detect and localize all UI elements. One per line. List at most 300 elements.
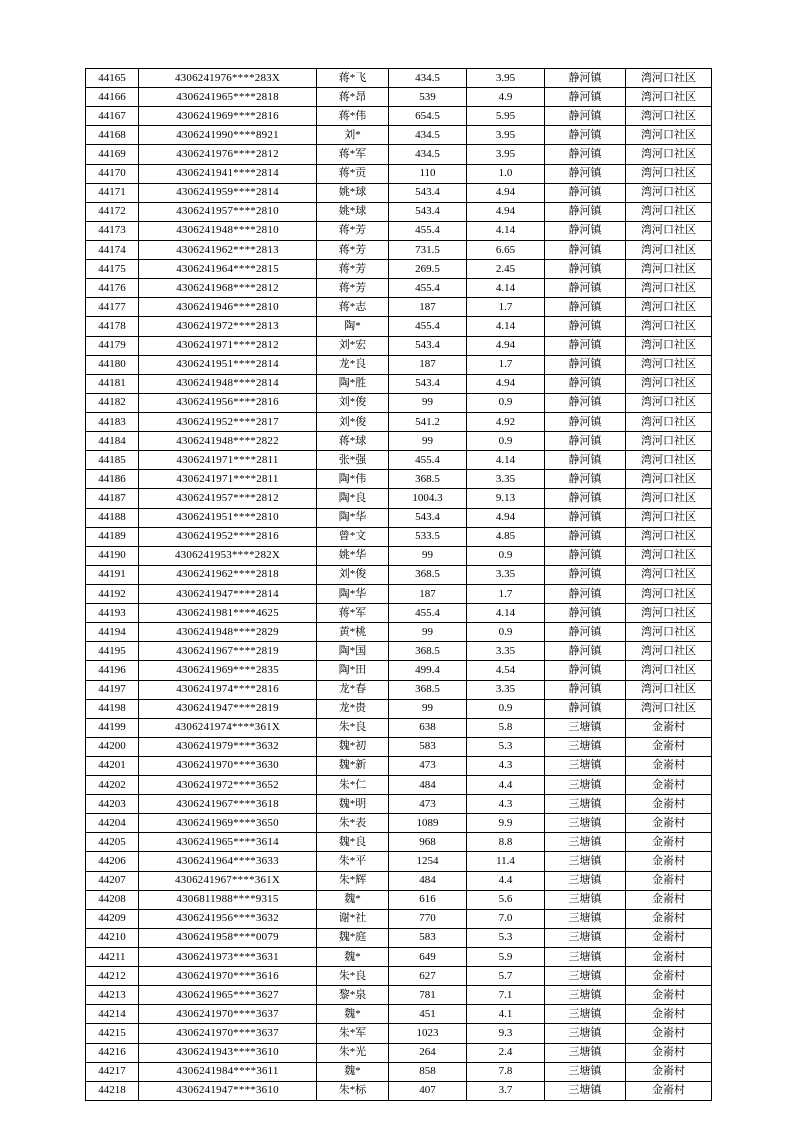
seq-cell: 44173 (86, 221, 139, 240)
amount-cell: 770 (389, 909, 467, 928)
rate-cell: 5.3 (467, 737, 545, 756)
village-cell: 湾河口社区 (626, 221, 712, 240)
town-cell: 三塘镇 (545, 948, 626, 967)
village-cell: 湾河口社区 (626, 279, 712, 298)
name-cell: 姚*球 (317, 202, 389, 221)
name-cell: 蒋*昂 (317, 88, 389, 107)
id-cell: 4306241948****2814 (139, 374, 317, 393)
table-row (86, 1081, 712, 1100)
amount-cell: 99 (389, 623, 467, 642)
table-row (86, 1043, 712, 1062)
seq-cell: 44194 (86, 623, 139, 642)
id-cell: 4306241941****2814 (139, 164, 317, 183)
seq-cell: 44200 (86, 737, 139, 756)
amount-cell: 434.5 (389, 69, 467, 88)
seq-cell: 44213 (86, 986, 139, 1005)
amount-cell: 99 (389, 393, 467, 412)
town-cell: 静河镇 (545, 221, 626, 240)
seq-cell: 44171 (86, 183, 139, 202)
rate-cell: 3.95 (467, 69, 545, 88)
seq-cell: 44178 (86, 317, 139, 336)
seq-cell: 44176 (86, 279, 139, 298)
amount-cell: 484 (389, 871, 467, 890)
amount-cell: 455.4 (389, 604, 467, 623)
village-cell: 金嵛村 (626, 833, 712, 852)
rate-cell: 4.1 (467, 1005, 545, 1024)
rate-cell: 11.4 (467, 852, 545, 871)
village-cell: 湾河口社区 (626, 699, 712, 718)
seq-cell: 44169 (86, 145, 139, 164)
id-cell: 4306241974****2816 (139, 680, 317, 699)
seq-cell: 44175 (86, 260, 139, 279)
rate-cell: 4.14 (467, 451, 545, 470)
village-cell: 湾河口社区 (626, 317, 712, 336)
town-cell: 静河镇 (545, 107, 626, 126)
rate-cell: 5.6 (467, 890, 545, 909)
name-cell: 陶*伟 (317, 470, 389, 489)
town-cell: 三塘镇 (545, 1062, 626, 1081)
amount-cell: 539 (389, 88, 467, 107)
amount-cell: 455.4 (389, 221, 467, 240)
town-cell: 静河镇 (545, 126, 626, 145)
table-row (86, 852, 712, 871)
id-cell: 4306241947****2819 (139, 699, 317, 718)
rate-cell: 3.35 (467, 565, 545, 584)
name-cell: 魏* (317, 948, 389, 967)
amount-cell: 1023 (389, 1024, 467, 1043)
seq-cell: 44217 (86, 1062, 139, 1081)
table-row (86, 240, 712, 259)
amount-cell: 731.5 (389, 240, 467, 259)
amount-cell: 264 (389, 1043, 467, 1062)
name-cell: 蒋*军 (317, 145, 389, 164)
amount-cell: 187 (389, 298, 467, 317)
rate-cell: 3.95 (467, 126, 545, 145)
id-cell: 4306241948****2829 (139, 623, 317, 642)
seq-cell: 44180 (86, 355, 139, 374)
amount-cell: 99 (389, 432, 467, 451)
village-cell: 金嵛村 (626, 1081, 712, 1100)
table-row (86, 967, 712, 986)
village-cell: 金嵛村 (626, 1062, 712, 1081)
village-cell: 湾河口社区 (626, 69, 712, 88)
seq-cell: 44168 (86, 126, 139, 145)
id-cell: 4306241984****3611 (139, 1062, 317, 1081)
table-row (86, 260, 712, 279)
table-row (86, 642, 712, 661)
id-cell: 4306241974****361X (139, 718, 317, 737)
seq-cell: 44170 (86, 164, 139, 183)
town-cell: 静河镇 (545, 584, 626, 603)
id-cell: 4306241970****3637 (139, 1005, 317, 1024)
rate-cell: 1.7 (467, 584, 545, 603)
village-cell: 湾河口社区 (626, 432, 712, 451)
amount-cell: 269.5 (389, 260, 467, 279)
table-row (86, 718, 712, 737)
id-cell: 4306241968****2812 (139, 279, 317, 298)
village-cell: 湾河口社区 (626, 642, 712, 661)
amount-cell: 543.4 (389, 183, 467, 202)
table-row (86, 298, 712, 317)
name-cell: 刘* (317, 126, 389, 145)
town-cell: 静河镇 (545, 412, 626, 431)
amount-cell: 616 (389, 890, 467, 909)
table-row (86, 565, 712, 584)
rate-cell: 0.9 (467, 699, 545, 718)
amount-cell: 473 (389, 795, 467, 814)
seq-cell: 44210 (86, 928, 139, 947)
village-cell: 湾河口社区 (626, 412, 712, 431)
town-cell: 三塘镇 (545, 718, 626, 737)
amount-cell: 781 (389, 986, 467, 1005)
name-cell: 蒋*芳 (317, 279, 389, 298)
village-cell: 湾河口社区 (626, 336, 712, 355)
amount-cell: 99 (389, 546, 467, 565)
seq-cell: 44216 (86, 1043, 139, 1062)
rate-cell: 3.35 (467, 470, 545, 489)
town-cell: 三塘镇 (545, 1081, 626, 1100)
id-cell: 4306241969****2835 (139, 661, 317, 680)
id-cell: 4306241958****0079 (139, 928, 317, 947)
town-cell: 静河镇 (545, 374, 626, 393)
town-cell: 静河镇 (545, 393, 626, 412)
table-row (86, 623, 712, 642)
id-cell: 4306241964****3633 (139, 852, 317, 871)
table-row (86, 776, 712, 795)
village-cell: 金嵛村 (626, 852, 712, 871)
name-cell: 魏*良 (317, 833, 389, 852)
rate-cell: 6.65 (467, 240, 545, 259)
table-row (86, 699, 712, 718)
town-cell: 静河镇 (545, 145, 626, 164)
amount-cell: 858 (389, 1062, 467, 1081)
name-cell: 朱*良 (317, 718, 389, 737)
town-cell: 三塘镇 (545, 852, 626, 871)
table-row (86, 69, 712, 88)
id-cell: 4306241971****2812 (139, 336, 317, 355)
seq-cell: 44191 (86, 565, 139, 584)
village-cell: 湾河口社区 (626, 260, 712, 279)
id-cell: 4306241953****282X (139, 546, 317, 565)
id-cell: 4306241967****361X (139, 871, 317, 890)
seq-cell: 44183 (86, 412, 139, 431)
village-cell: 湾河口社区 (626, 470, 712, 489)
seq-cell: 44198 (86, 699, 139, 718)
table-row (86, 374, 712, 393)
town-cell: 静河镇 (545, 642, 626, 661)
amount-cell: 543.4 (389, 374, 467, 393)
town-cell: 静河镇 (545, 260, 626, 279)
amount-cell: 187 (389, 584, 467, 603)
table-row (86, 986, 712, 1005)
village-cell: 湾河口社区 (626, 298, 712, 317)
table-row (86, 1005, 712, 1024)
rate-cell: 4.94 (467, 508, 545, 527)
village-cell: 金嵛村 (626, 986, 712, 1005)
rate-cell: 9.9 (467, 814, 545, 833)
seq-cell: 44193 (86, 604, 139, 623)
amount-cell: 455.4 (389, 279, 467, 298)
town-cell: 静河镇 (545, 604, 626, 623)
table-row (86, 948, 712, 967)
rate-cell: 9.13 (467, 489, 545, 508)
town-cell: 三塘镇 (545, 986, 626, 1005)
seq-cell: 44202 (86, 776, 139, 795)
village-cell: 湾河口社区 (626, 565, 712, 584)
id-cell: 4306241976****283X (139, 69, 317, 88)
table-row (86, 661, 712, 680)
town-cell: 三塘镇 (545, 737, 626, 756)
id-cell: 4306241972****3652 (139, 776, 317, 795)
id-cell: 4306241976****2812 (139, 145, 317, 164)
town-cell: 静河镇 (545, 432, 626, 451)
id-cell: 4306241962****2818 (139, 565, 317, 584)
table-row (86, 527, 712, 546)
village-cell: 湾河口社区 (626, 508, 712, 527)
town-cell: 静河镇 (545, 88, 626, 107)
seq-cell: 44212 (86, 967, 139, 986)
table-row (86, 928, 712, 947)
village-cell: 湾河口社区 (626, 546, 712, 565)
name-cell: 黎*泉 (317, 986, 389, 1005)
name-cell: 陶* (317, 317, 389, 336)
table-row (86, 202, 712, 221)
village-cell: 湾河口社区 (626, 374, 712, 393)
name-cell: 魏* (317, 1062, 389, 1081)
town-cell: 静河镇 (545, 527, 626, 546)
id-cell: 4306241965****2818 (139, 88, 317, 107)
id-cell: 4306241948****2822 (139, 432, 317, 451)
amount-cell: 654.5 (389, 107, 467, 126)
village-cell: 金嵛村 (626, 776, 712, 795)
id-cell: 4306241947****3610 (139, 1081, 317, 1100)
name-cell: 刘*宏 (317, 336, 389, 355)
rate-cell: 4.94 (467, 374, 545, 393)
seq-cell: 44174 (86, 240, 139, 259)
seq-cell: 44206 (86, 852, 139, 871)
village-cell: 湾河口社区 (626, 107, 712, 126)
amount-cell: 583 (389, 737, 467, 756)
amount-cell: 649 (389, 948, 467, 967)
id-cell: 4306241956****3632 (139, 909, 317, 928)
table-row (86, 126, 712, 145)
amount-cell: 541.2 (389, 412, 467, 431)
rate-cell: 4.14 (467, 604, 545, 623)
seq-cell: 44204 (86, 814, 139, 833)
name-cell: 曾*文 (317, 527, 389, 546)
town-cell: 三塘镇 (545, 967, 626, 986)
town-cell: 静河镇 (545, 489, 626, 508)
name-cell: 姚*华 (317, 546, 389, 565)
town-cell: 静河镇 (545, 661, 626, 680)
seq-cell: 44195 (86, 642, 139, 661)
village-cell: 金嵛村 (626, 814, 712, 833)
village-cell: 湾河口社区 (626, 145, 712, 164)
village-cell: 湾河口社区 (626, 680, 712, 699)
seq-cell: 44179 (86, 336, 139, 355)
town-cell: 三塘镇 (545, 1043, 626, 1062)
village-cell: 金嵛村 (626, 1024, 712, 1043)
town-cell: 三塘镇 (545, 795, 626, 814)
table-row (86, 737, 712, 756)
rate-cell: 5.3 (467, 928, 545, 947)
name-cell: 魏* (317, 1005, 389, 1024)
rate-cell: 4.94 (467, 202, 545, 221)
town-cell: 三塘镇 (545, 1024, 626, 1043)
amount-cell: 368.5 (389, 642, 467, 661)
id-cell: 4306241970****3637 (139, 1024, 317, 1043)
town-cell: 静河镇 (545, 546, 626, 565)
rate-cell: 4.3 (467, 756, 545, 775)
village-cell: 金嵛村 (626, 737, 712, 756)
table-row (86, 451, 712, 470)
table-row (86, 604, 712, 623)
table-row (86, 909, 712, 928)
id-cell: 4306241965****3614 (139, 833, 317, 852)
table-row (86, 890, 712, 909)
village-cell: 湾河口社区 (626, 240, 712, 259)
village-cell: 金嵛村 (626, 967, 712, 986)
village-cell: 湾河口社区 (626, 183, 712, 202)
name-cell: 蒋*军 (317, 604, 389, 623)
amount-cell: 451 (389, 1005, 467, 1024)
name-cell: 陶*田 (317, 661, 389, 680)
id-cell: 4306811988****9315 (139, 890, 317, 909)
village-cell: 金嵛村 (626, 871, 712, 890)
rate-cell: 4.14 (467, 279, 545, 298)
table-row (86, 508, 712, 527)
id-cell: 4306241970****3630 (139, 756, 317, 775)
seq-cell: 44205 (86, 833, 139, 852)
seq-cell: 44184 (86, 432, 139, 451)
name-cell: 陶*华 (317, 508, 389, 527)
rate-cell: 8.8 (467, 833, 545, 852)
rate-cell: 3.35 (467, 680, 545, 699)
village-cell: 金嵛村 (626, 928, 712, 947)
table-row (86, 412, 712, 431)
id-cell: 4306241962****2813 (139, 240, 317, 259)
rate-cell: 3.35 (467, 642, 545, 661)
name-cell: 刘*俊 (317, 393, 389, 412)
name-cell: 张*强 (317, 451, 389, 470)
table-row (86, 814, 712, 833)
amount-cell: 499.4 (389, 661, 467, 680)
seq-cell: 44185 (86, 451, 139, 470)
rate-cell: 7.1 (467, 986, 545, 1005)
name-cell: 蒋*飞 (317, 69, 389, 88)
rate-cell: 0.9 (467, 432, 545, 451)
name-cell: 陶*良 (317, 489, 389, 508)
seq-cell: 44197 (86, 680, 139, 699)
seq-cell: 44208 (86, 890, 139, 909)
rate-cell: 4.94 (467, 183, 545, 202)
rate-cell: 1.7 (467, 355, 545, 374)
village-cell: 湾河口社区 (626, 527, 712, 546)
id-cell: 4306241967****3618 (139, 795, 317, 814)
rate-cell: 5.8 (467, 718, 545, 737)
id-cell: 4306241951****2814 (139, 355, 317, 374)
seq-cell: 44190 (86, 546, 139, 565)
seq-cell: 44196 (86, 661, 139, 680)
rate-cell: 5.95 (467, 107, 545, 126)
village-cell: 金嵛村 (626, 1005, 712, 1024)
name-cell: 朱*表 (317, 814, 389, 833)
name-cell: 朱*平 (317, 852, 389, 871)
town-cell: 三塘镇 (545, 833, 626, 852)
name-cell: 朱*军 (317, 1024, 389, 1043)
amount-cell: 1004.3 (389, 489, 467, 508)
amount-cell: 455.4 (389, 451, 467, 470)
village-cell: 金嵛村 (626, 890, 712, 909)
amount-cell: 434.5 (389, 126, 467, 145)
name-cell: 刘*俊 (317, 412, 389, 431)
rate-cell: 5.7 (467, 967, 545, 986)
rate-cell: 4.94 (467, 336, 545, 355)
rate-cell: 4.4 (467, 871, 545, 890)
rate-cell: 2.45 (467, 260, 545, 279)
village-cell: 湾河口社区 (626, 126, 712, 145)
village-cell: 金嵛村 (626, 948, 712, 967)
town-cell: 静河镇 (545, 298, 626, 317)
rate-cell: 5.9 (467, 948, 545, 967)
seq-cell: 44177 (86, 298, 139, 317)
town-cell: 静河镇 (545, 183, 626, 202)
name-cell: 蒋*芳 (317, 221, 389, 240)
amount-cell: 368.5 (389, 470, 467, 489)
seq-cell: 44203 (86, 795, 139, 814)
table-row (86, 107, 712, 126)
seq-cell: 44207 (86, 871, 139, 890)
town-cell: 三塘镇 (545, 928, 626, 947)
amount-cell: 968 (389, 833, 467, 852)
amount-cell: 543.4 (389, 202, 467, 221)
name-cell: 陶*华 (317, 584, 389, 603)
village-cell: 湾河口社区 (626, 393, 712, 412)
name-cell: 魏*新 (317, 756, 389, 775)
village-cell: 湾河口社区 (626, 623, 712, 642)
seq-cell: 44186 (86, 470, 139, 489)
amount-cell: 473 (389, 756, 467, 775)
name-cell: 朱*辉 (317, 871, 389, 890)
table-row (86, 145, 712, 164)
table-row (86, 183, 712, 202)
seq-cell: 44182 (86, 393, 139, 412)
rate-cell: 0.9 (467, 623, 545, 642)
name-cell: 龙*春 (317, 680, 389, 699)
rate-cell: 4.3 (467, 795, 545, 814)
name-cell: 蒋*志 (317, 298, 389, 317)
id-cell: 4306241979****3632 (139, 737, 317, 756)
id-cell: 4306241957****2812 (139, 489, 317, 508)
rate-cell: 7.0 (467, 909, 545, 928)
name-cell: 蒋*伟 (317, 107, 389, 126)
village-cell: 金嵛村 (626, 1043, 712, 1062)
amount-cell: 484 (389, 776, 467, 795)
town-cell: 三塘镇 (545, 890, 626, 909)
seq-cell: 44166 (86, 88, 139, 107)
seq-cell: 44215 (86, 1024, 139, 1043)
name-cell: 朱*标 (317, 1081, 389, 1100)
seq-cell: 44218 (86, 1081, 139, 1100)
town-cell: 静河镇 (545, 202, 626, 221)
id-cell: 4306241947****2814 (139, 584, 317, 603)
id-cell: 4306241969****3650 (139, 814, 317, 833)
town-cell: 静河镇 (545, 279, 626, 298)
rate-cell: 1.7 (467, 298, 545, 317)
name-cell: 朱*良 (317, 967, 389, 986)
town-cell: 静河镇 (545, 69, 626, 88)
id-cell: 4306241951****2810 (139, 508, 317, 527)
